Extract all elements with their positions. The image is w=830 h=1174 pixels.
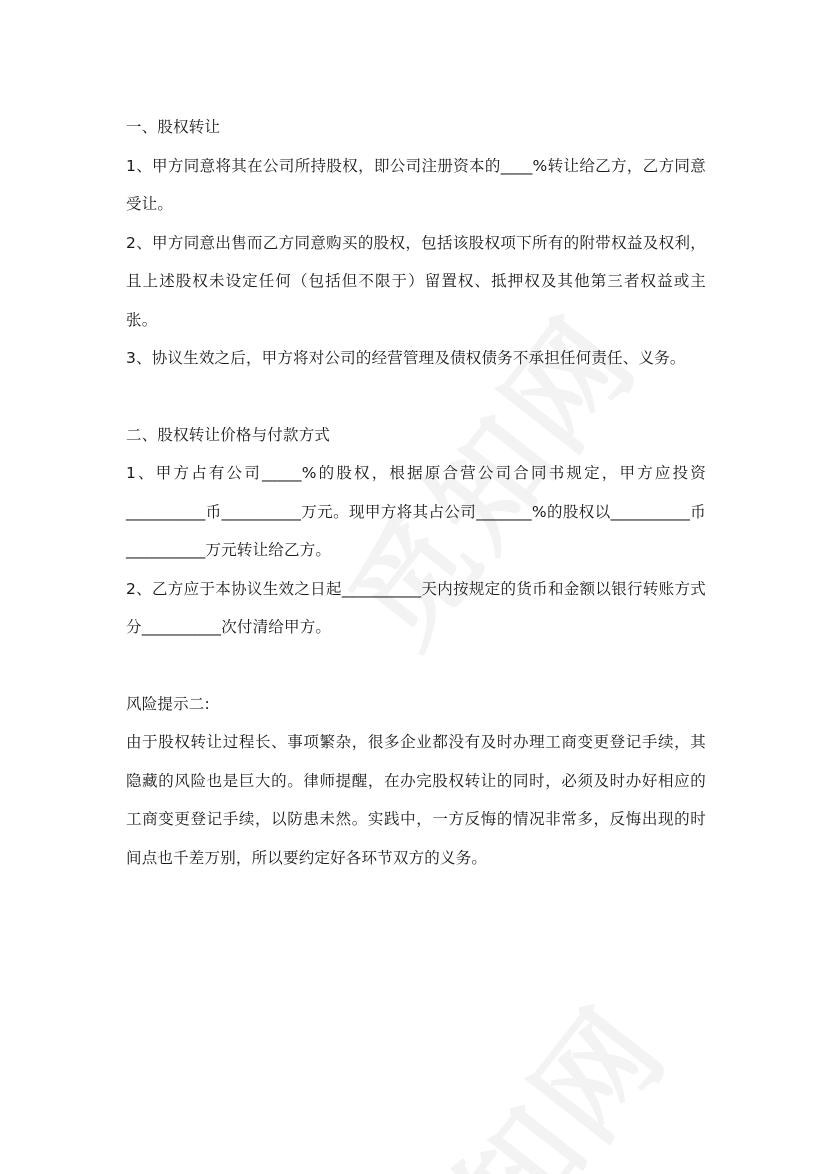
paragraph-clause-1-1: 1、甲方同意将其在公司所持股权，即公司注册资本的____%转让给乙方，乙方同意受让。 <box>126 156 706 213</box>
paragraph-risk-body: 由于股权转让过程长、事项繁杂，很多企业都没有及时办理工商变更登记手续，其隐藏的风险也是巨大的。律师提醒，在办完股权转让的同时，必须及时办好相应的工商变更登记手续，以防患未然。实践中，一方反悔的情况非常多，反悔出现的时间点也千差万别，所以要约定好各环节双方的义务。 <box>126 733 706 867</box>
section-spacer <box>126 647 706 685</box>
section-heading-price-payment: 二、股权转让价格与付款方式 <box>126 425 331 444</box>
paragraph-clause-2-1: 1、甲方占有公司_____%的股权，根据原合营公司合同书规定，甲方应投资__________币__________万元。现甲方将其占公司_______%的股权以__________币__________万元转让给乙方。 <box>126 464 706 559</box>
paragraph-clause-1-2: 2、甲方同意出售而乙方同意购买的股权，包括该股权项下所有的附带权益及权利，且上述股权未设定任何（包括但不限于）留置权、抵押权及其他第三者权益或主张。 <box>126 233 706 329</box>
paragraph-clause-2-2: 2、乙方应于本协议生效之日起__________天内按规定的货币和金额以银行转账方式分__________次付清给甲方。 <box>126 579 706 636</box>
section-heading-risk-note: 风险提示二: <box>126 694 210 713</box>
paragraph-clause-1-3: 3、协议生效之后，甲方将对公司的经营管理及债权债务不承担任何责任、义务。 <box>126 349 686 367</box>
document-body <box>126 108 706 877</box>
section-heading-equity-transfer: 一、股权转让 <box>126 118 221 136</box>
watermark-text-bottom <box>335 966 698 1174</box>
section-spacer <box>126 378 706 416</box>
